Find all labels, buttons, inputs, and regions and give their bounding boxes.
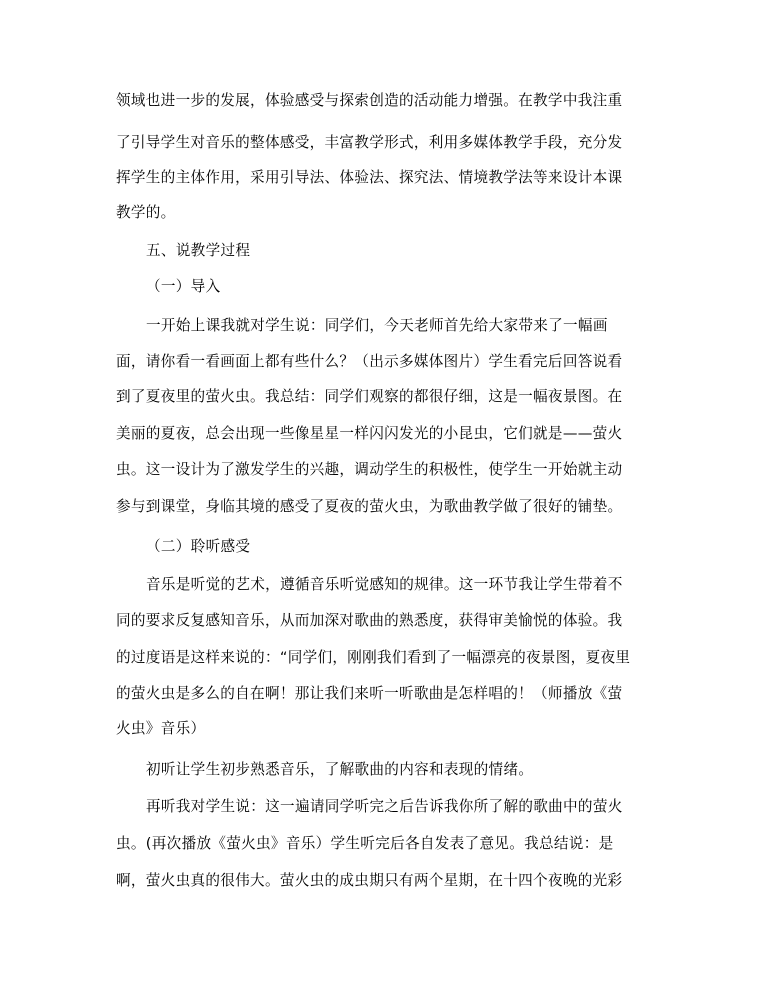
text-line: 美丽的夏夜，总会出现一些像星星一样闪闪发光的小昆虫，它们就是——萤火 (116, 425, 623, 442)
text-line: 参与到课堂，身临其境的感受了夏夜的萤火虫，为歌曲教学做了很好的铺垫。 (116, 498, 623, 515)
text-line: 啊，萤火虫真的很伟大。萤火虫的成虫期只有两个星期，在十四个夜晚的光彩 (116, 872, 623, 889)
text-line: 了引导学生对音乐的整体感受，丰富教学形式，利用多媒体教学手段，充分发 (116, 134, 623, 151)
text-line: 虫。这一设计为了激发学生的兴趣，调动学生的积极性，使学生一开始就主动 (116, 461, 623, 478)
text-line: 的过度语是这样来说的：“同学们，刚刚我们看到了一幅漂亮的夜景图，夏夜里 (116, 649, 631, 666)
text-line: 一开始上课我就对学生说：同学们，今天老师首先给大家带来了一幅画 (146, 317, 608, 334)
section-heading: 五、说教学过程 (146, 242, 251, 259)
text-line: 火虫》音乐） (116, 720, 206, 737)
text-line: 再听我对学生说：这一遍请同学听完之后告诉我你所了解的歌曲中的萤火 (146, 798, 623, 815)
text-line: 挥学生的主体作用，采用引导法、体验法、探究法、情境教学法等来设计本课 (116, 169, 623, 186)
text-line: 的萤火虫是多么的自在啊！那让我们来听一听歌曲是怎样唱的！（师播放《萤 (116, 685, 623, 702)
subsection-heading: （一）导入 (146, 278, 221, 295)
text-line: 初听让学生初步熟悉音乐，了解歌曲的内容和表现的情绪。 (146, 761, 534, 778)
text-line: 面，请你看一看画面上都有些什么？（出示多媒体图片）学生看完后回答说看 (116, 353, 623, 370)
text-line: 领域也进一步的发展，体验感受与探索创造的活动能力增强。在教学中我注重 (116, 92, 623, 109)
text-line: 虫。(再次播放《萤火虫》音乐）学生听完后各自发表了意见。我总结说：是 (116, 835, 614, 852)
text-line: 同的要求反复感知音乐，从而加深对歌曲的熟悉度，获得审美愉悦的体验。我 (116, 612, 623, 629)
subsection-heading: （二）聆听感受 (146, 538, 251, 555)
text-line: 音乐是听觉的艺术，遵循音乐听觉感知的规律。这一环节我让学生带着不 (146, 576, 623, 593)
text-line: 教学的。 (116, 204, 176, 221)
text-line: 到了夏夜里的萤火虫。我总结：同学们观察的都很仔细，这是一幅夜景图。在 (116, 388, 623, 405)
